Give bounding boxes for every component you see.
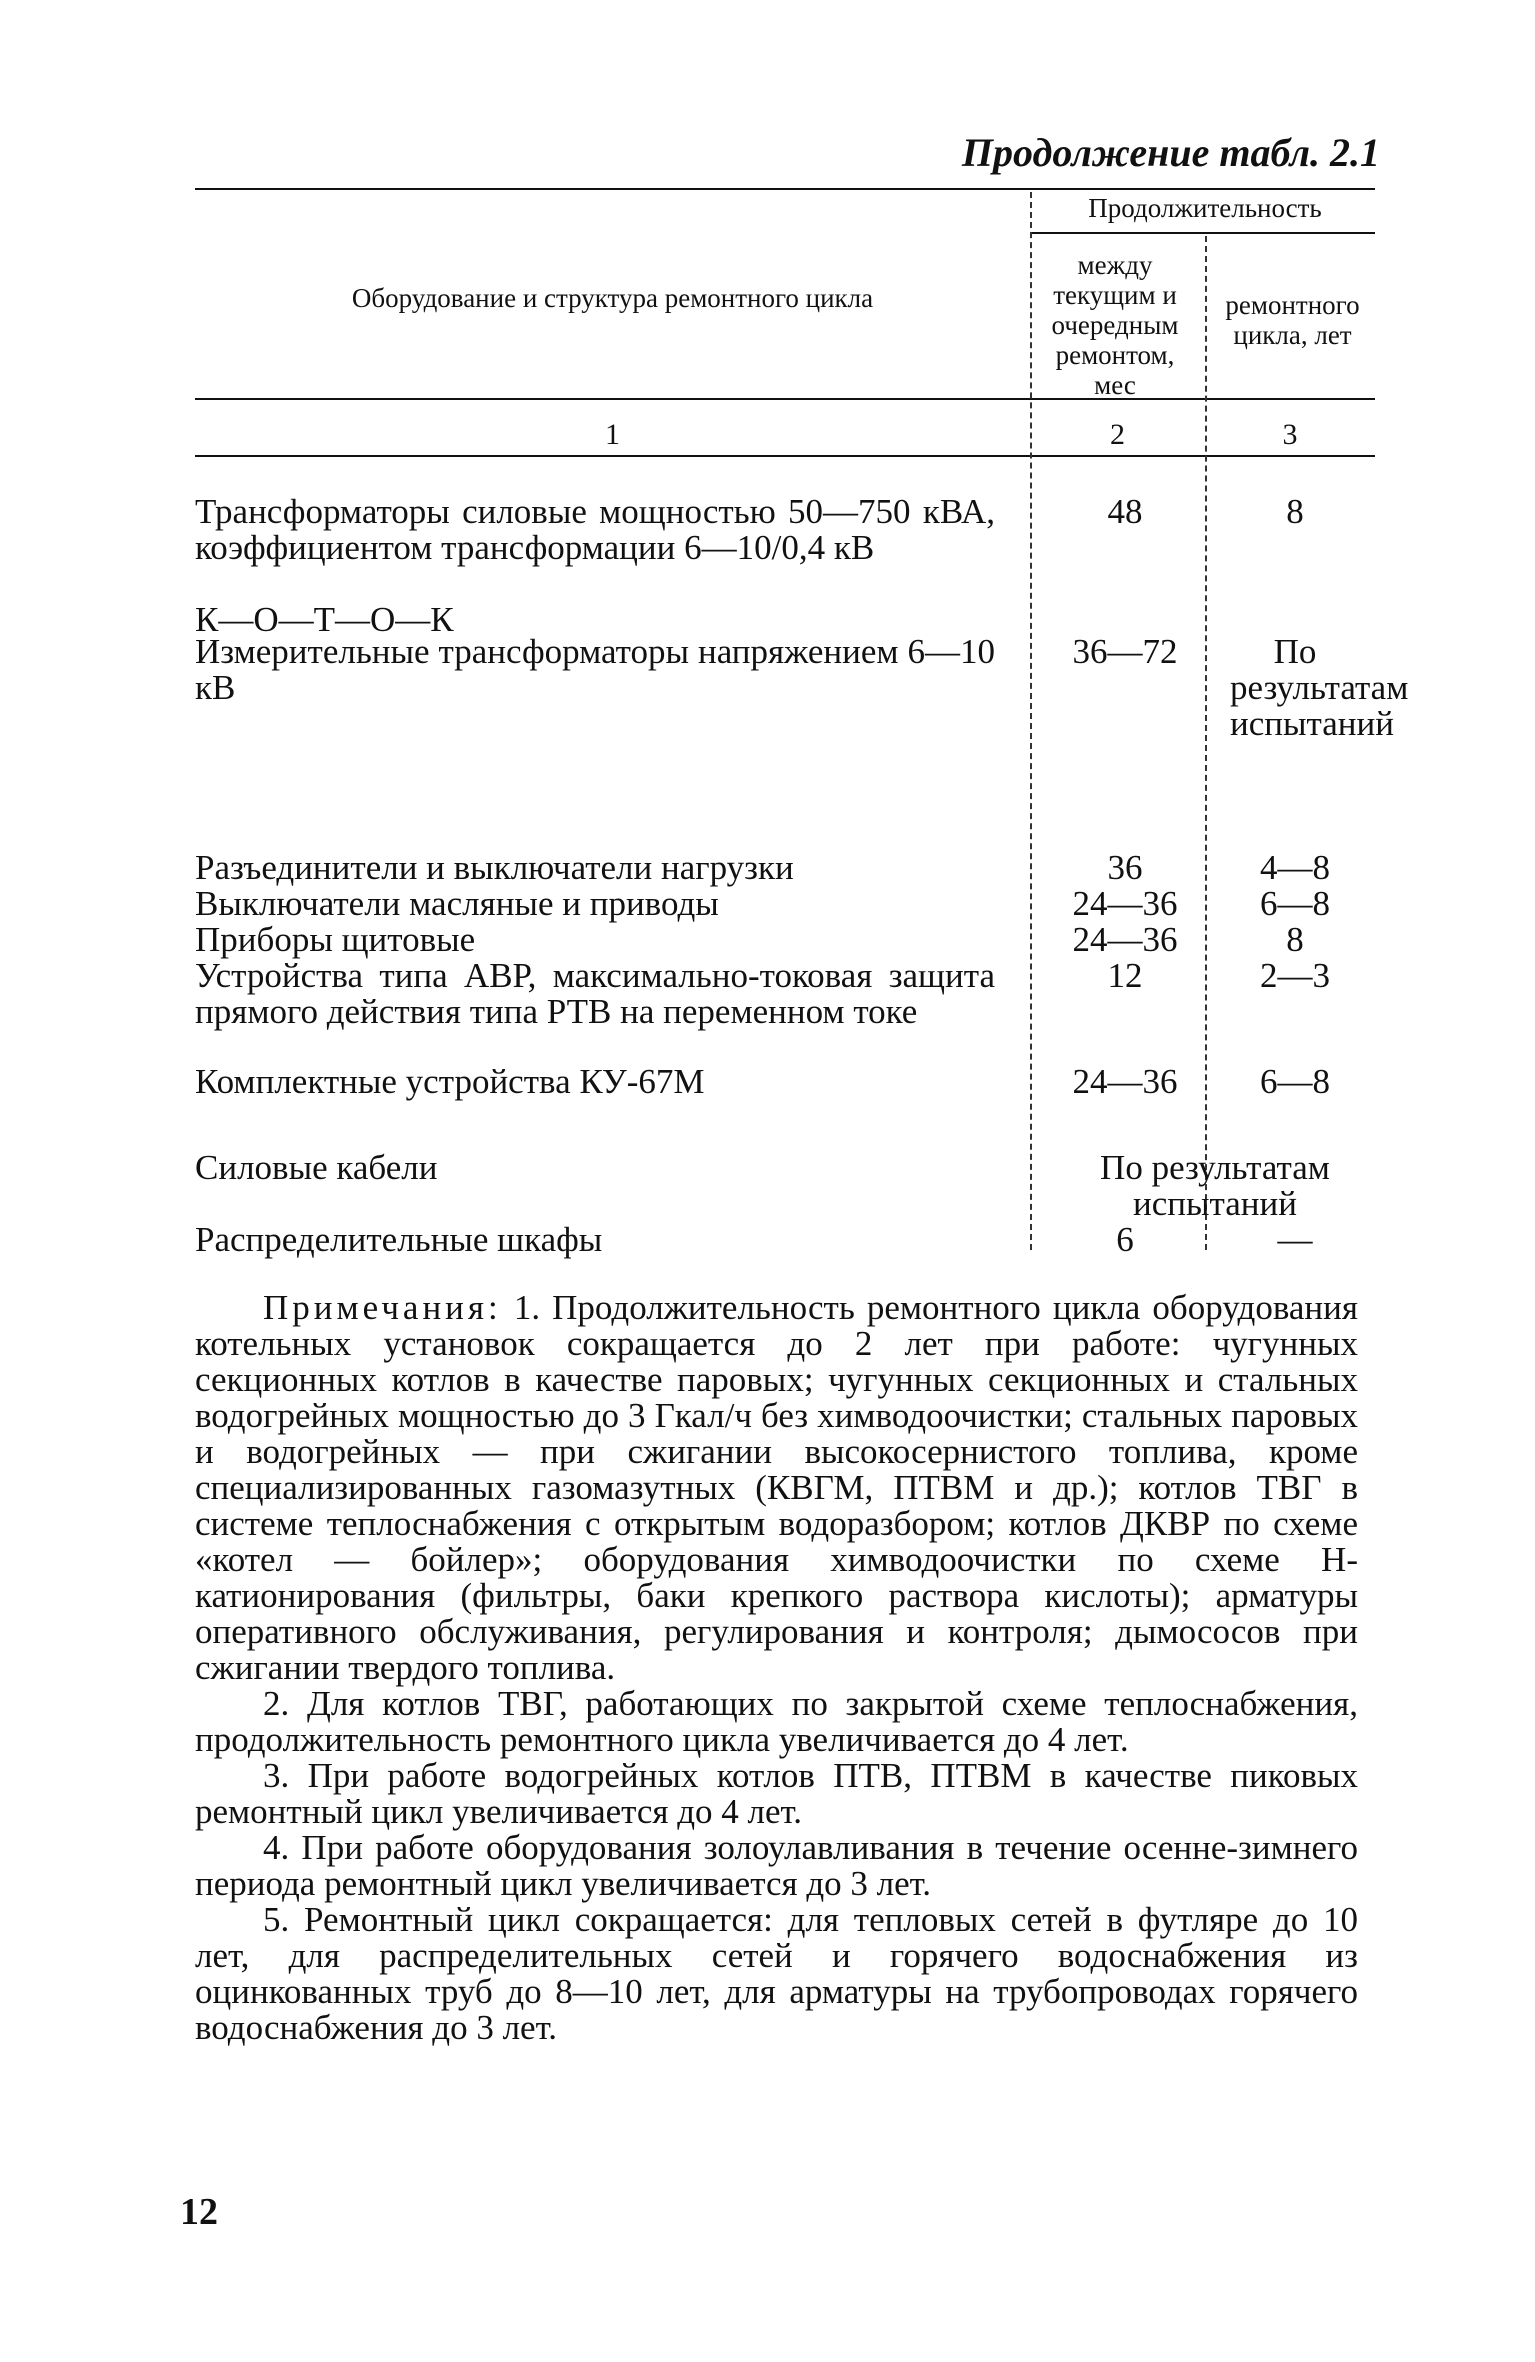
table-notes xyxy=(195,1290,1358,2046)
row-interval: 24—36 xyxy=(1072,920,1178,959)
note-3: 3. При работе водогрейных котлов ПТВ, ПТВМ в качестве пиковых ремонтный цикл увеличивается до 4 лет. xyxy=(195,1756,1358,1831)
row-interval: 36 xyxy=(1107,848,1143,887)
row-cycle: 4—8 xyxy=(1260,848,1330,887)
note-4: 4. При работе оборудования золоулавливания в течение осенне-зимнего периода ремонтный цикл увеличивается до 3 лет. xyxy=(195,1828,1358,1903)
row-interval: 24—36 xyxy=(1072,1062,1178,1101)
column-number-3: 3 xyxy=(1282,418,1298,451)
row-name: Устройства типа АВР, максимально-токовая защита прямого действия типа РТВ на переменном токе xyxy=(195,956,995,1031)
row-cycle: 6—8 xyxy=(1260,1062,1330,1101)
row-cycle: По результатам испытаний xyxy=(1230,632,1409,743)
row-interval: 24—36 xyxy=(1072,884,1178,923)
note-1 xyxy=(195,1290,1358,1686)
row-interval: 6 xyxy=(1116,1220,1134,1259)
row-name: Приборы щитовые xyxy=(195,920,476,959)
row-cycle: 6—8 xyxy=(1260,884,1330,923)
row-name: Выключатели масляные и приводы xyxy=(195,884,719,923)
row-cycle: — xyxy=(1277,1220,1313,1259)
row-cycle: 2—3 xyxy=(1260,956,1330,995)
row-name: Распределительные шкафы xyxy=(195,1220,603,1259)
header-col3: ремонтного цикла, лет xyxy=(1225,290,1360,350)
row-name: Силовые кабели xyxy=(195,1148,438,1187)
table-caption: Продолжение табл. 2.1 xyxy=(961,130,1380,175)
note-2: 2. Для котлов ТВГ, работающих по закрытой схеме теплоснабжения, продолжительность ремонтного цикла увеличивается до 4 лет. xyxy=(195,1684,1358,1759)
page-number: 12 xyxy=(180,2191,218,2233)
note-5: 5. Ремонтный цикл сокращается: для тепловых сетей в футляре до 10 лет, для распределительных сетей и горячего водоснабжения из оцинкованных труб до 8—10 лет, для арматуры на трубопроводах горячего водоснабжения до 3 лет. xyxy=(195,1900,1358,2047)
row-name: Трансформаторы силовые мощностью 50—750 кВА, коэффициентом трансформации 6—10/0,4 кВ xyxy=(195,492,995,567)
row-cycle: 8 xyxy=(1286,920,1304,959)
colnum-bottom-rule xyxy=(195,455,1375,457)
table-top-rule xyxy=(195,188,1375,190)
note-1-text: 1. Продолжительность ремонтного цикла оборудования котельных установок сокращается до 2 лет при работе: чугунных секционных котлов в качестве паровых; чугунных секционных и стальных водогрейных мощностью до 3 Гкал/ч без химводоочистки; стальных паровых и водогрейных — при сжигании высокосернистого топлива, кроме специализированных газомазутных (КВГМ, ПТВМ и др.); котлов ТВГ в системе теплоснабжения с открытым водоразбором; котлов ДКВР по схеме «котел — бойлер»; оборудования химводоочистки по схеме Н-катионирования (фильтры, баки крепкого раствора кислоты); арматуры оперативного обслуживания, регулирования и контроля; дымососов при сжигании твердого топлива. xyxy=(195,1288,1358,1687)
row-interval-and-cycle: По результатам испытаний xyxy=(1100,1148,1330,1223)
row-interval: 12 xyxy=(1107,956,1143,995)
header-col2: между текущим и очередным ремонтом, мес xyxy=(1051,250,1179,400)
column-number-1: 1 xyxy=(605,418,620,451)
notes-lead: Примечания: xyxy=(263,1288,502,1327)
row-cycle: 8 xyxy=(1286,492,1304,531)
duration-group-rule xyxy=(1030,232,1375,234)
row-interval: 36—72 xyxy=(1072,632,1178,671)
row-name: Измерительные трансформаторы напряжением 6—10 кВ xyxy=(195,632,995,707)
row-interval: 48 xyxy=(1107,492,1143,531)
column-number-2: 2 xyxy=(1110,418,1125,451)
header-bottom-rule xyxy=(195,398,1375,400)
row-name: Разъединители и выключатели нагрузки xyxy=(195,848,794,887)
header-duration-group: Продолжительность xyxy=(1088,193,1322,223)
header-equipment: Оборудование и структура ремонтного цикла xyxy=(351,283,874,313)
row-name: Комплектные устройства КУ-67М xyxy=(195,1062,705,1101)
row-name: К—О—Т—О—К xyxy=(195,600,454,639)
